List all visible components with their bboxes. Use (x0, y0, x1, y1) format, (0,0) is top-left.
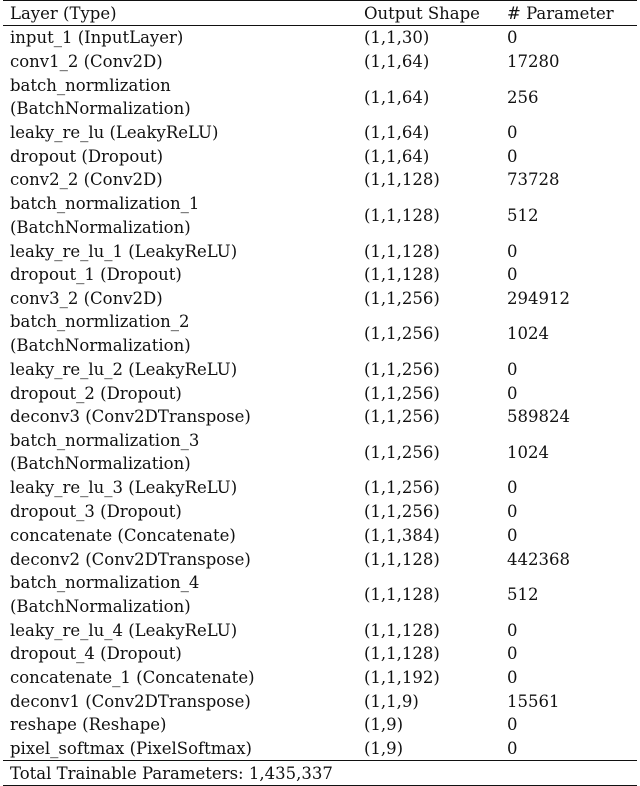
output-shape-cell: (1,1,64) (364, 87, 430, 107)
layer-name-line: batch_normlization (10, 75, 171, 95)
parameter-count-cell: 73728 (507, 170, 560, 190)
table-body (3, 26, 637, 761)
layer-cell: leaky_re_lu_4 (LeakyReLU) (10, 620, 238, 640)
table-row (3, 358, 637, 382)
output-shape-cell: (1,1,30) (364, 28, 430, 48)
layer-cell: leaky_re_lu_2 (LeakyReLU) (10, 360, 238, 380)
total-row (3, 761, 637, 786)
parameter-count-cell: 0 (507, 383, 518, 403)
layer-cell: leaky_re_lu_1 (LeakyReLU) (10, 241, 238, 261)
table-row (3, 26, 637, 50)
table-row (3, 263, 637, 287)
parameter-count-cell: 0 (507, 360, 518, 380)
layer-name-line: batch_normalization_1 (10, 194, 200, 214)
parameter-count-cell: 0 (507, 715, 518, 735)
output-shape-cell: (1,1,256) (364, 383, 440, 403)
output-shape-cell: (1,1,192) (364, 667, 440, 687)
output-shape-cell: (1,1,256) (364, 407, 440, 427)
table-row (3, 192, 637, 239)
parameter-count-cell: 294912 (507, 288, 570, 308)
layer-name-line: (BatchNormalization) (10, 454, 191, 474)
output-shape-cell: (1,1,256) (364, 324, 440, 344)
output-shape-cell: (1,1,256) (364, 288, 440, 308)
layer-cell (3, 429, 357, 476)
layer-cell (3, 310, 357, 357)
parameter-count-cell: 0 (507, 241, 518, 261)
table-row (3, 50, 637, 74)
layer-cell: input_1 (InputLayer) (10, 28, 184, 48)
table-row (3, 666, 637, 690)
table-row (3, 121, 637, 145)
output-shape-cell: (1,1,64) (364, 146, 430, 166)
layer-cell: reshape (Reshape) (10, 715, 167, 735)
table-row (3, 381, 637, 405)
table-row (3, 168, 637, 192)
header-output-shape: Output Shape (357, 1, 500, 26)
table-row (3, 737, 637, 761)
output-shape-cell: (1,1,128) (364, 620, 440, 640)
output-shape-cell: (1,9) (364, 739, 404, 759)
parameter-count-cell: 512 (507, 585, 539, 605)
table-row (3, 642, 637, 666)
layer-name-line: batch_normalization_3 (10, 430, 200, 450)
output-shape-cell: (1,1,256) (364, 442, 440, 462)
layer-cell: dropout_3 (Dropout) (10, 502, 182, 522)
parameter-count-cell: 15561 (507, 691, 560, 711)
header-parameter: # Parameter (500, 1, 637, 26)
parameter-count-cell: 17280 (507, 52, 560, 72)
parameter-count-cell: 0 (507, 667, 518, 687)
table-row (3, 547, 637, 571)
layer-name-line: (BatchNormalization) (10, 217, 191, 237)
parameter-count-cell: 442368 (507, 549, 570, 569)
table-row (3, 287, 637, 311)
layer-name-line: (BatchNormalization) (10, 99, 191, 119)
table-row (3, 618, 637, 642)
layer-cell (3, 192, 357, 239)
layer-cell: concatenate (Concatenate) (10, 525, 236, 545)
table-row (3, 476, 637, 500)
table-row (3, 713, 637, 737)
output-shape-cell: (1,1,128) (364, 241, 440, 261)
parameter-count-cell: 0 (507, 620, 518, 640)
parameter-count-cell: 1024 (507, 324, 549, 344)
output-shape-cell: (1,1,384) (364, 525, 440, 545)
table-row (3, 73, 637, 120)
parameter-count-cell: 0 (507, 146, 518, 166)
layer-cell: conv2_2 (Conv2D) (10, 170, 163, 190)
layer-cell: leaky_re_lu_3 (LeakyReLU) (10, 478, 238, 498)
table-row (3, 144, 637, 168)
parameter-count-cell: 256 (507, 87, 539, 107)
table-row (3, 405, 637, 429)
layer-name-line: batch_normalization_4 (10, 573, 200, 593)
parameter-count-cell: 589824 (507, 407, 570, 427)
layer-name-line: batch_normlization_2 (10, 312, 190, 332)
layer-cell: deconv2 (Conv2DTranspose) (10, 549, 251, 569)
layer-cell: dropout_2 (Dropout) (10, 383, 182, 403)
output-shape-cell: (1,1,128) (364, 585, 440, 605)
parameter-count-cell: 0 (507, 265, 518, 285)
layer-cell: dropout_1 (Dropout) (10, 265, 182, 285)
layer-cell: deconv3 (Conv2DTranspose) (10, 407, 251, 427)
output-shape-cell: (1,1,9) (364, 691, 419, 711)
model-summary-table (3, 0, 637, 786)
parameter-count-cell: 0 (507, 739, 518, 759)
table-row (3, 689, 637, 713)
output-shape-cell: (1,1,64) (364, 123, 430, 143)
output-shape-cell: (1,1,128) (364, 549, 440, 569)
header-layer: Layer (Type) (3, 1, 357, 26)
total-parameters: Total Trainable Parameters: 1,435,337 (3, 761, 637, 786)
output-shape-cell: (1,1,128) (364, 206, 440, 226)
table-row (3, 524, 637, 548)
table-row (3, 500, 637, 524)
output-shape-cell: (1,1,128) (364, 644, 440, 664)
layer-cell: pixel_softmax (PixelSoftmax) (10, 739, 252, 759)
table-row (3, 571, 637, 618)
header-row (3, 1, 637, 26)
table-row (3, 239, 637, 263)
output-shape-cell: (1,9) (364, 715, 404, 735)
output-shape-cell: (1,1,128) (364, 170, 440, 190)
parameter-count-cell: 0 (507, 478, 518, 498)
output-shape-cell: (1,1,256) (364, 502, 440, 522)
parameter-count-cell: 0 (507, 525, 518, 545)
layer-name-line: (BatchNormalization) (10, 596, 191, 616)
layer-cell (3, 571, 357, 618)
parameter-count-cell: 0 (507, 502, 518, 522)
parameter-count-cell: 512 (507, 206, 539, 226)
output-shape-cell: (1,1,128) (364, 265, 440, 285)
parameter-count-cell: 0 (507, 644, 518, 664)
table-row (3, 310, 637, 357)
layer-cell: dropout_4 (Dropout) (10, 644, 182, 664)
layer-cell: deconv1 (Conv2DTranspose) (10, 691, 251, 711)
layer-cell: conv1_2 (Conv2D) (10, 52, 163, 72)
parameter-count-cell: 0 (507, 123, 518, 143)
layer-cell: concatenate_1 (Concatenate) (10, 667, 255, 687)
output-shape-cell: (1,1,256) (364, 360, 440, 380)
parameter-count-cell: 1024 (507, 442, 549, 462)
output-shape-cell: (1,1,256) (364, 478, 440, 498)
parameter-count-cell: 0 (507, 28, 518, 48)
layer-cell: conv3_2 (Conv2D) (10, 288, 163, 308)
layer-cell: dropout (Dropout) (10, 146, 164, 166)
layer-name-line: (BatchNormalization) (10, 335, 191, 355)
layer-cell: leaky_re_lu (LeakyReLU) (10, 123, 219, 143)
layer-cell (3, 73, 357, 120)
table-row (3, 429, 637, 476)
output-shape-cell: (1,1,64) (364, 52, 430, 72)
